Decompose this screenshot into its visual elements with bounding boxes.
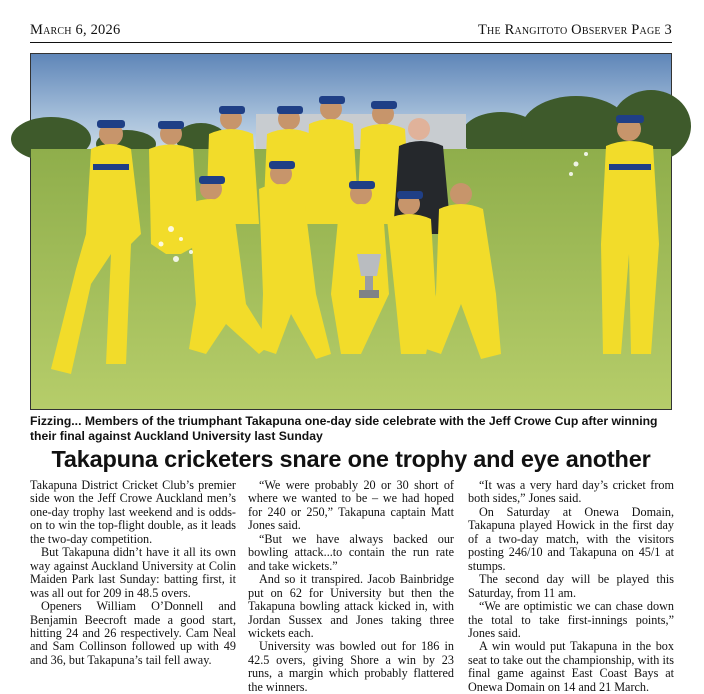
paragraph: On Saturday at Onewa Domain, Takapuna played Howick in the first day of a two-day match, with the visitors posting 246/10 and Takapuna on 45/1 at stumps. [468, 504, 674, 573]
issue-date: March 6, 2026 [30, 22, 121, 38]
article-headline: Takapuna cricketers snare one trophy and eye another [51, 446, 651, 472]
paragraph: “But we have always backed our bowling attack...to contain the run rate and take wickets.” [248, 531, 454, 573]
paragraph: The second day will be played this Saturday, from 11 am. [468, 572, 674, 600]
paragraph: “We are optimistic we can chase down the total to take first-innings points,” Jones said. [468, 599, 674, 640]
publication-and-page [478, 22, 672, 39]
photo-caption: Fizzing... Members of the triumphant Takapuna one-day side celebrate with the Jeff Crowe Cup after winning their final against Auckland University last Sunday [30, 414, 658, 443]
publication-name: The Rangitoto Observer [477, 22, 628, 38]
article-body [30, 478, 675, 694]
paragraph: “It was a very hard day’s cricket from both sides,” Jones said. [468, 478, 674, 506]
paragraph: But Takapuna didn’t have it all its own way against Auckland University at Colin Maiden Park last Sunday: batting first, it was all out for 209 in 48.5 overs. [30, 545, 236, 600]
page-number: Page 3 [631, 22, 672, 38]
article-column-2 [248, 479, 454, 694]
article-column-3 [468, 479, 674, 694]
paragraph: “We were probably 20 or 30 short of where we wanted to be – we had hoped for 240 or 250,” Takapuna captain Matt Jones said. [248, 478, 454, 533]
paragraph: And so it transpired. Jacob Bainbridge put on 62 for University but then the Takapuna bowling attack kicked in, with Jordan Sussex and Jones taking three wickets each. [248, 572, 454, 640]
page-header [30, 22, 672, 42]
team-celebration-photo [30, 53, 672, 410]
paragraph: Takapuna District Cricket Club’s premier side won the Jeff Crowe Auckland men’s one-day trophy last weekend and is odds-on to win the top-flight double, as it leads the two-day competition. [30, 478, 236, 546]
paragraph: Openers William O’Donnell and Benjamin Beecroft made a good start, hitting 24 and 26 respectively. Cam Neal and Sam Collinson followed up with 49 and 36, but Takapuna’s tail fell away. [30, 599, 236, 667]
article-column-1 [30, 479, 236, 667]
header-rule [30, 42, 672, 43]
paragraph: A win would put Takapuna in the box seat to take out the championship, with its final game against East Coast Bays at Onewa Domain on 14 and 21 March. [468, 639, 674, 694]
paragraph: University was bowled out for 186 in 42.5 overs, giving Shore a win by 23 runs, a margin which probably flattered the winners. [248, 639, 454, 694]
